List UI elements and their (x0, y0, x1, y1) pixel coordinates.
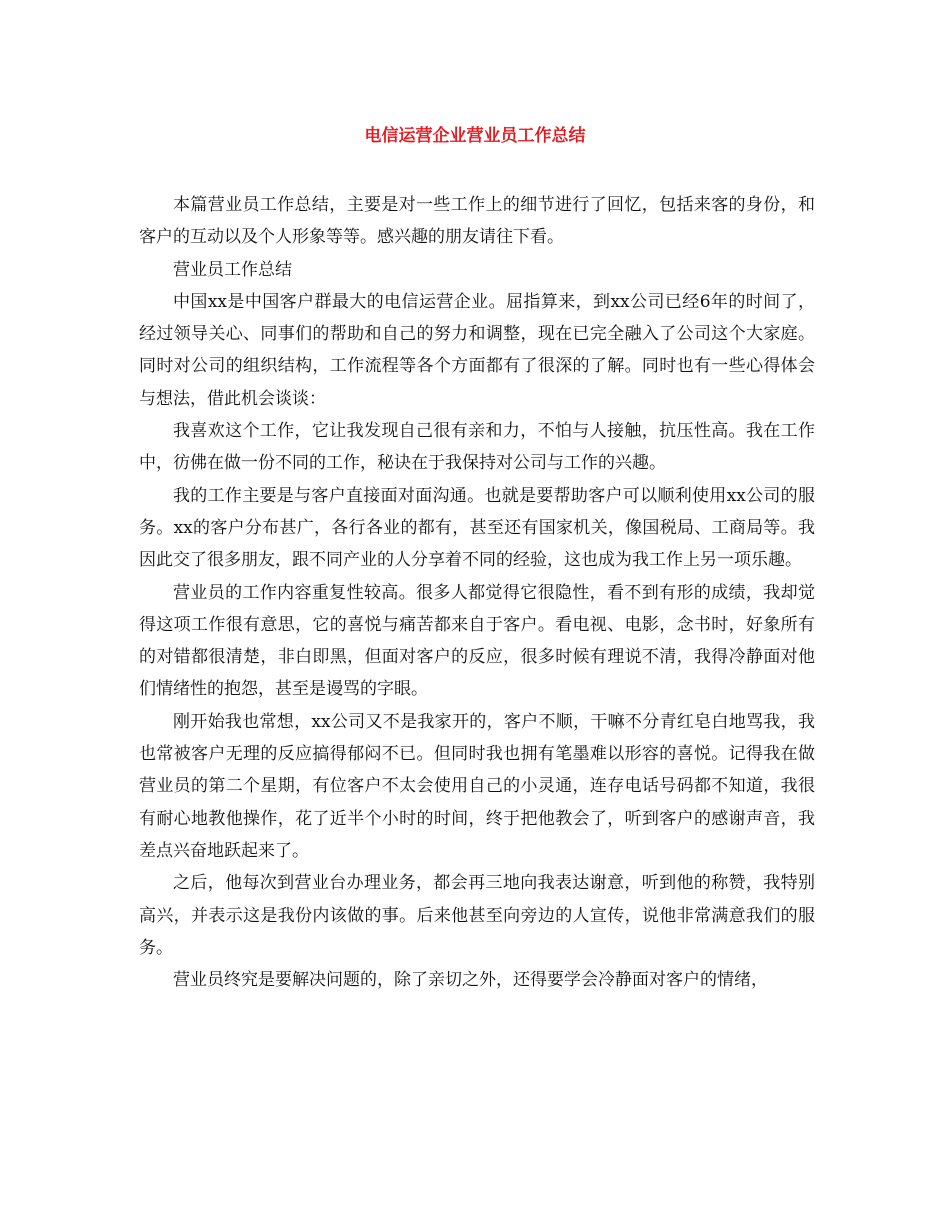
document-title: 电信运营企业营业员工作总结 (364, 126, 586, 146)
paragraph: 中国xx是中国客户群最大的电信运营企业。屈指算来，到xx公司已经6年的时间了，经过领导关心、同事们的帮助和自己的努力和调整，现在已完全融入了公司这个大家庭。同时对公司的组织结构，工作流程等各个方面都有了很深的了解。同时也有一些心得体会与想法，借此机会谈谈： (139, 291, 815, 409)
paragraph: 刚开始我也常想，xx公司又不是我家开的，客户不顺，干嘛不分青红皂白地骂我，我也常被客户无理的反应搞得郁闷不已。但同时我也拥有笔墨难以形容的喜悦。记得我在做营业员的第二个星期，有位客户不太会使用自己的小灵通，连存电话号码都不知道，我很有耐心地教他操作，花了近半个小时的时间，终于把他教会了，听到客户的感谢声音，我差点兴奋地跃起来了。 (139, 711, 815, 861)
paragraph: 之后，他每次到营业台办理业务，都会再三地向我表达谢意，听到他的称赞，我特别高兴，并表示这是我份内该做的事。后来他甚至向旁边的人宣传，说他非常满意我们的服务。 (139, 873, 815, 958)
section-heading: 营业员工作总结 (173, 259, 292, 280)
document-body (139, 189, 815, 996)
paragraph: 我的工作主要是与客户直接面对面沟通。也就是要帮助客户可以顺利使用xx公司的服务。xx的客户分布甚广，各行各业的都有，甚至还有国家机关，像国税局、工商局等。我因此交了很多朋友，跟不同产业的人分享着不同的经验，这也成为我工作上另一项乐趣。 (139, 485, 815, 571)
paragraph: 营业员的工作内容重复性较高。很多人都觉得它很隐性，看不到有形的成绩，我却觉得这项工作很有意思，它的喜悦与痛苦都来自于客户。看电视、电影，念书时，好象所有的对错都很清楚，非白即黑，但面对客户的反应，很多时候有理说不清，我得冷静面对他们情绪性的抱怨，甚至是谩骂的字眼。 (139, 582, 815, 700)
paragraph: 营业员终究是要解决问题的，除了亲切之外，还得要学会冷静面对客户的情绪， (173, 970, 768, 991)
paragraph: 本篇营业员工作总结，主要是对一些工作上的细节进行了回忆，包括来客的身份，和客户的互动以及个人形象等等。感兴趣的朋友请往下看。 (139, 195, 815, 248)
paragraph: 我喜欢这个工作，它让我发现自己很有亲和力，不怕与人接触，抗压性高。我在工作中，彷佛在做一份不同的工作，秘诀在于我保持对公司与工作的兴趣。 (139, 421, 815, 474)
